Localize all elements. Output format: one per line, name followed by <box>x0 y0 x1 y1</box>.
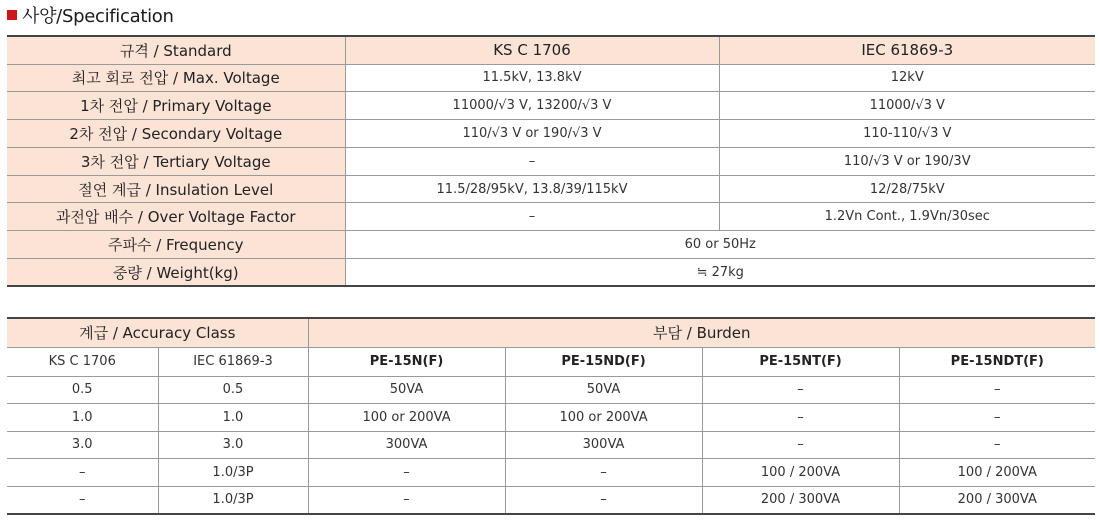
spec-row-value: ≒ 27kg <box>345 259 1095 287</box>
spec-row-iec: 110-110/√3 V <box>719 120 1095 148</box>
subheader-model: PE-15NT(F) <box>702 347 899 376</box>
cell: 1.0 <box>158 404 308 432</box>
spec-row-label: 절연 계급 / Insulation Level <box>7 175 345 203</box>
accuracy-class-header: 계급 / Accuracy Class <box>7 318 308 347</box>
spec-row-iec: 1.2Vn Cont., 1.9Vn/30sec <box>719 203 1095 231</box>
cell: – <box>702 431 899 459</box>
spec-row <box>7 64 1095 92</box>
cell: 0.5 <box>7 376 158 404</box>
spec-row-label: 3차 전압 / Tertiary Voltage <box>7 147 345 175</box>
cell: 1.0/3P <box>158 459 308 487</box>
subheader-model: PE-15ND(F) <box>505 347 702 376</box>
spec-row-ks: 11.5kV, 13.8kV <box>345 64 719 92</box>
spec-row-iec: 11000/√3 V <box>719 92 1095 120</box>
spec-row-label: 1차 전압 / Primary Voltage <box>7 92 345 120</box>
spec-row-ks: 110/√3 V or 190/√3 V <box>345 120 719 148</box>
cell: 1.0/3P <box>158 486 308 514</box>
spec-header-standard: 규격 / Standard <box>7 36 345 64</box>
spec-header-ks: KS C 1706 <box>345 36 719 64</box>
burden-header: 부담 / Burden <box>308 318 1095 347</box>
cell: 100 / 200VA <box>702 459 899 487</box>
spec-row-iec: 110/√3 V or 190/3V <box>719 147 1095 175</box>
burden-header-row <box>7 318 1095 347</box>
cell: 200 / 300VA <box>702 486 899 514</box>
spec-row-weight <box>7 259 1095 287</box>
cell: – <box>899 404 1095 432</box>
cell: 3.0 <box>7 431 158 459</box>
burden-subheader-row <box>7 347 1095 376</box>
spec-row-frequency <box>7 231 1095 259</box>
cell: 50VA <box>308 376 505 404</box>
spec-header-iec: IEC 61869-3 <box>719 36 1095 64</box>
burden-row <box>7 376 1095 404</box>
burden-row <box>7 404 1095 432</box>
spec-row <box>7 92 1095 120</box>
subheader-model: PE-15NDT(F) <box>899 347 1095 376</box>
cell: – <box>308 486 505 514</box>
spec-row-ks: – <box>345 203 719 231</box>
cell: 100 / 200VA <box>899 459 1095 487</box>
spec-row-label: 2차 전압 / Secondary Voltage <box>7 120 345 148</box>
subheader-ks: KS C 1706 <box>7 347 158 376</box>
spec-row <box>7 175 1095 203</box>
spec-header-row <box>7 36 1095 64</box>
cell: – <box>505 486 702 514</box>
spec-row-ks: – <box>345 147 719 175</box>
spec-row <box>7 120 1095 148</box>
cell: – <box>505 459 702 487</box>
spec-row-iec: 12kV <box>719 64 1095 92</box>
burden-table <box>7 317 1095 515</box>
burden-row <box>7 486 1095 514</box>
red-square-icon <box>7 10 17 20</box>
subheader-iec: IEC 61869-3 <box>158 347 308 376</box>
cell: 300VA <box>505 431 702 459</box>
cell: 100 or 200VA <box>505 404 702 432</box>
spec-row-label: 최고 회로 전압 / Max. Voltage <box>7 64 345 92</box>
cell: – <box>702 376 899 404</box>
spec-row-label: 중량 / Weight(kg) <box>7 259 345 287</box>
cell: 1.0 <box>7 404 158 432</box>
cell: 300VA <box>308 431 505 459</box>
cell: – <box>899 376 1095 404</box>
cell: 100 or 200VA <box>308 404 505 432</box>
burden-row <box>7 431 1095 459</box>
cell: – <box>899 431 1095 459</box>
spec-row <box>7 203 1095 231</box>
spec-row-iec: 12/28/75kV <box>719 175 1095 203</box>
spec-row-ks: 11000/√3 V, 13200/√3 V <box>345 92 719 120</box>
spec-row-label: 과전압 배수 / Over Voltage Factor <box>7 203 345 231</box>
cell: 200 / 300VA <box>899 486 1095 514</box>
title-text: 사양/Specification <box>22 6 174 27</box>
spec-row-ks: 11.5/28/95kV, 13.8/39/115kV <box>345 175 719 203</box>
cell: 3.0 <box>158 431 308 459</box>
subheader-model: PE-15N(F) <box>308 347 505 376</box>
spec-row-value: 60 or 50Hz <box>345 231 1095 259</box>
spec-row-label: 주파수 / Frequency <box>7 231 345 259</box>
cell: – <box>79 492 86 508</box>
burden-row <box>7 459 1095 487</box>
cell: – <box>308 459 505 487</box>
page-title <box>7 3 174 27</box>
cell: – <box>7 459 158 487</box>
specification-table <box>7 35 1095 287</box>
cell: 0.5 <box>158 376 308 404</box>
cell: 50VA <box>505 376 702 404</box>
spec-row <box>7 147 1095 175</box>
cell: – <box>702 404 899 432</box>
